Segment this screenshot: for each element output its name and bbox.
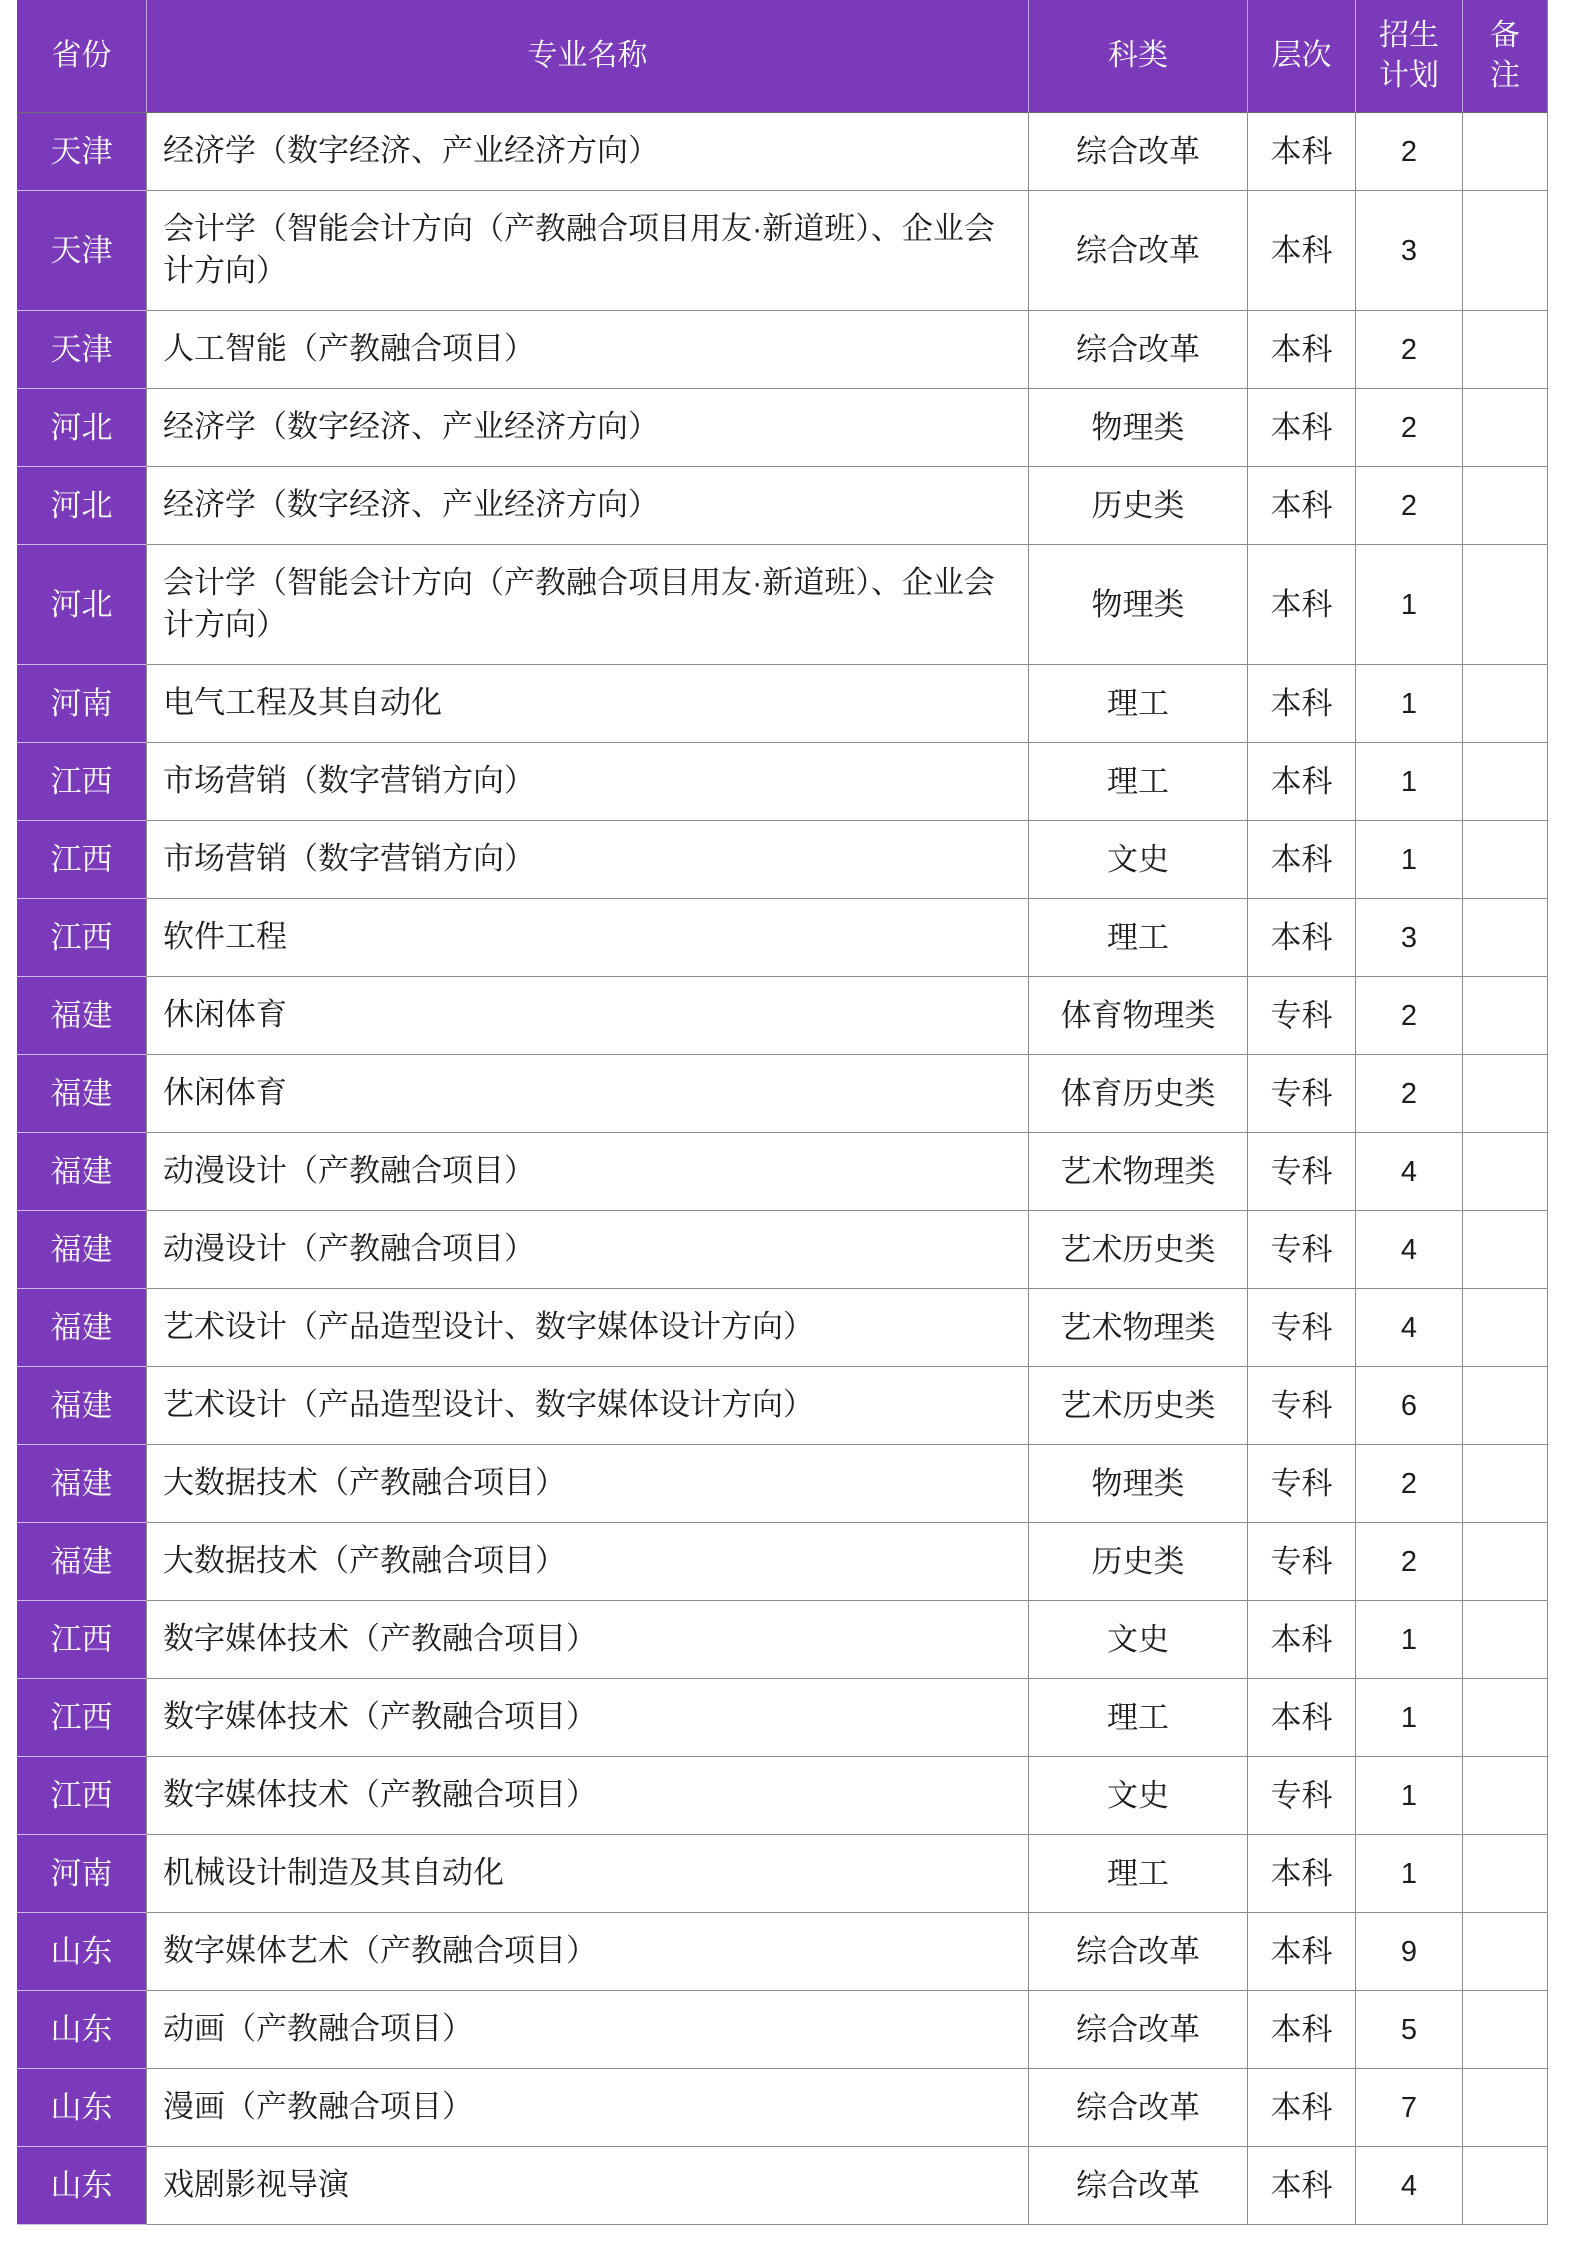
province-cell: 江西 xyxy=(17,743,147,821)
remark-cell xyxy=(1463,1991,1548,2069)
province-cell: 天津 xyxy=(17,311,147,389)
major-name-cell: 数字媒体技术（产教融合项目） xyxy=(147,1601,1029,1679)
remark-cell xyxy=(1463,743,1548,821)
remark-cell xyxy=(1463,2147,1548,2225)
table-row xyxy=(17,389,1548,467)
level-cell: 本科 xyxy=(1248,743,1356,821)
level-cell: 本科 xyxy=(1248,899,1356,977)
table-row xyxy=(17,1601,1548,1679)
major-name-cell: 市场营销（数字营销方向） xyxy=(147,743,1029,821)
category-cell: 综合改革 xyxy=(1029,311,1248,389)
plan-count-cell: 6 xyxy=(1356,1367,1463,1445)
province-cell: 福建 xyxy=(17,1523,147,1601)
major-name-cell: 动画（产教融合项目） xyxy=(147,1991,1029,2069)
category-cell: 综合改革 xyxy=(1029,2069,1248,2147)
category-cell: 物理类 xyxy=(1029,389,1248,467)
remark-cell xyxy=(1463,1211,1548,1289)
table-row xyxy=(17,899,1548,977)
plan-count-cell: 1 xyxy=(1356,821,1463,899)
remark-cell xyxy=(1463,1055,1548,1133)
plan-count-cell: 4 xyxy=(1356,1133,1463,1211)
level-cell: 本科 xyxy=(1248,665,1356,743)
plan-count-cell: 1 xyxy=(1356,1835,1463,1913)
major-name-cell: 数字媒体技术（产教融合项目） xyxy=(147,1679,1029,1757)
category-cell: 理工 xyxy=(1029,743,1248,821)
plan-count-cell: 3 xyxy=(1356,899,1463,977)
plan-count-cell: 9 xyxy=(1356,1913,1463,1991)
plan-count-cell: 4 xyxy=(1356,2147,1463,2225)
category-cell: 物理类 xyxy=(1029,1445,1248,1523)
category-cell: 文史 xyxy=(1029,1757,1248,1835)
category-cell: 历史类 xyxy=(1029,1523,1248,1601)
header-remark: 备 注 xyxy=(1463,0,1548,113)
province-cell: 天津 xyxy=(17,191,147,311)
major-name-cell: 动漫设计（产教融合项目） xyxy=(147,1211,1029,1289)
remark-cell xyxy=(1463,1757,1548,1835)
plan-count-cell: 2 xyxy=(1356,113,1463,191)
province-cell: 山东 xyxy=(17,1991,147,2069)
plan-count-cell: 1 xyxy=(1356,1679,1463,1757)
plan-count-cell: 7 xyxy=(1356,2069,1463,2147)
major-name-cell: 艺术设计（产品造型设计、数字媒体设计方向） xyxy=(147,1289,1029,1367)
major-name-cell: 数字媒体技术（产教融合项目） xyxy=(147,1757,1029,1835)
province-cell: 河北 xyxy=(17,545,147,665)
major-name-cell: 戏剧影视导演 xyxy=(147,2147,1029,2225)
header-category: 科类 xyxy=(1029,0,1248,113)
remark-cell xyxy=(1463,665,1548,743)
category-cell: 文史 xyxy=(1029,1601,1248,1679)
major-name-cell: 市场营销（数字营销方向） xyxy=(147,821,1029,899)
major-name-cell: 漫画（产教融合项目） xyxy=(147,2069,1029,2147)
plan-count-cell: 1 xyxy=(1356,743,1463,821)
plan-count-cell: 3 xyxy=(1356,191,1463,311)
major-name-cell: 休闲体育 xyxy=(147,1055,1029,1133)
plan-count-cell: 1 xyxy=(1356,1601,1463,1679)
level-cell: 本科 xyxy=(1248,389,1356,467)
level-cell: 专科 xyxy=(1248,1055,1356,1133)
category-cell: 理工 xyxy=(1029,665,1248,743)
remark-cell xyxy=(1463,113,1548,191)
plan-count-cell: 4 xyxy=(1356,1289,1463,1367)
level-cell: 本科 xyxy=(1248,1991,1356,2069)
table-row xyxy=(17,821,1548,899)
major-name-cell: 会计学（智能会计方向（产教融合项目用友·新道班）、企业会计方向） xyxy=(147,191,1029,311)
remark-cell xyxy=(1463,2069,1548,2147)
header-enrollment-plan: 招生 计划 xyxy=(1356,0,1463,113)
major-name-cell: 艺术设计（产品造型设计、数字媒体设计方向） xyxy=(147,1367,1029,1445)
table-row xyxy=(17,1523,1548,1601)
level-cell: 本科 xyxy=(1248,311,1356,389)
remark-cell xyxy=(1463,899,1548,977)
table-row xyxy=(17,1445,1548,1523)
plan-count-cell: 2 xyxy=(1356,389,1463,467)
table-header-row xyxy=(17,0,1548,113)
major-name-cell: 机械设计制造及其自动化 xyxy=(147,1835,1029,1913)
major-name-cell: 动漫设计（产教融合项目） xyxy=(147,1133,1029,1211)
category-cell: 体育物理类 xyxy=(1029,977,1248,1055)
plan-count-cell: 1 xyxy=(1356,1757,1463,1835)
plan-count-cell: 4 xyxy=(1356,1211,1463,1289)
table-row xyxy=(17,467,1548,545)
level-cell: 本科 xyxy=(1248,545,1356,665)
province-cell: 山东 xyxy=(17,2147,147,2225)
level-cell: 专科 xyxy=(1248,1445,1356,1523)
category-cell: 艺术历史类 xyxy=(1029,1367,1248,1445)
category-cell: 艺术物理类 xyxy=(1029,1289,1248,1367)
level-cell: 本科 xyxy=(1248,821,1356,899)
province-cell: 江西 xyxy=(17,821,147,899)
major-name-cell: 人工智能（产教融合项目） xyxy=(147,311,1029,389)
level-cell: 专科 xyxy=(1248,1211,1356,1289)
table-row xyxy=(17,977,1548,1055)
category-cell: 艺术物理类 xyxy=(1029,1133,1248,1211)
remark-cell xyxy=(1463,389,1548,467)
province-cell: 福建 xyxy=(17,1133,147,1211)
major-name-cell: 经济学（数字经济、产业经济方向） xyxy=(147,467,1029,545)
level-cell: 本科 xyxy=(1248,1835,1356,1913)
plan-count-cell: 1 xyxy=(1356,665,1463,743)
province-cell: 福建 xyxy=(17,1445,147,1523)
level-cell: 专科 xyxy=(1248,1133,1356,1211)
remark-cell xyxy=(1463,1445,1548,1523)
category-cell: 艺术历史类 xyxy=(1029,1211,1248,1289)
table-row xyxy=(17,1679,1548,1757)
plan-count-cell: 2 xyxy=(1356,1055,1463,1133)
level-cell: 专科 xyxy=(1248,1523,1356,1601)
remark-cell xyxy=(1463,821,1548,899)
remark-cell xyxy=(1463,311,1548,389)
plan-count-cell: 5 xyxy=(1356,1991,1463,2069)
major-name-cell: 会计学（智能会计方向（产教融合项目用友·新道班）、企业会计方向） xyxy=(147,545,1029,665)
category-cell: 物理类 xyxy=(1029,545,1248,665)
table-row xyxy=(17,311,1548,389)
remark-cell xyxy=(1463,1133,1548,1211)
province-cell: 河北 xyxy=(17,467,147,545)
category-cell: 综合改革 xyxy=(1029,1913,1248,1991)
plan-count-cell: 1 xyxy=(1356,545,1463,665)
province-cell: 山东 xyxy=(17,1913,147,1991)
major-name-cell: 休闲体育 xyxy=(147,977,1029,1055)
province-cell: 江西 xyxy=(17,1679,147,1757)
plan-count-cell: 2 xyxy=(1356,1523,1463,1601)
table-row xyxy=(17,2069,1548,2147)
table-row xyxy=(17,1757,1548,1835)
level-cell: 专科 xyxy=(1248,977,1356,1055)
remark-cell xyxy=(1463,1913,1548,1991)
category-cell: 历史类 xyxy=(1029,467,1248,545)
header-level: 层次 xyxy=(1248,0,1356,113)
plan-count-cell: 2 xyxy=(1356,977,1463,1055)
plan-count-cell: 2 xyxy=(1356,467,1463,545)
major-name-cell: 大数据技术（产教融合项目） xyxy=(147,1445,1029,1523)
table-body xyxy=(17,113,1548,2225)
level-cell: 本科 xyxy=(1248,1601,1356,1679)
category-cell: 理工 xyxy=(1029,1835,1248,1913)
category-cell: 综合改革 xyxy=(1029,113,1248,191)
remark-cell xyxy=(1463,545,1548,665)
level-cell: 专科 xyxy=(1248,1367,1356,1445)
category-cell: 理工 xyxy=(1029,1679,1248,1757)
major-name-cell: 经济学（数字经济、产业经济方向） xyxy=(147,113,1029,191)
province-cell: 江西 xyxy=(17,899,147,977)
province-cell: 天津 xyxy=(17,113,147,191)
category-cell: 综合改革 xyxy=(1029,191,1248,311)
major-name-cell: 大数据技术（产教融合项目） xyxy=(147,1523,1029,1601)
province-cell: 江西 xyxy=(17,1757,147,1835)
table-row xyxy=(17,665,1548,743)
table-row xyxy=(17,1835,1548,1913)
table-row xyxy=(17,1055,1548,1133)
level-cell: 本科 xyxy=(1248,191,1356,311)
remark-cell xyxy=(1463,1367,1548,1445)
province-cell: 福建 xyxy=(17,1211,147,1289)
table-row xyxy=(17,1211,1548,1289)
level-cell: 本科 xyxy=(1248,1913,1356,1991)
category-cell: 综合改革 xyxy=(1029,2147,1248,2225)
major-name-cell: 电气工程及其自动化 xyxy=(147,665,1029,743)
province-cell: 福建 xyxy=(17,1367,147,1445)
level-cell: 本科 xyxy=(1248,1679,1356,1757)
level-cell: 专科 xyxy=(1248,1757,1356,1835)
category-cell: 理工 xyxy=(1029,899,1248,977)
table-row xyxy=(17,1991,1548,2069)
table-row xyxy=(17,1913,1548,1991)
province-cell: 山东 xyxy=(17,2069,147,2147)
header-major-name: 专业名称 xyxy=(147,0,1029,113)
table-row xyxy=(17,1133,1548,1211)
table-row xyxy=(17,743,1548,821)
province-cell: 福建 xyxy=(17,977,147,1055)
category-cell: 综合改革 xyxy=(1029,1991,1248,2069)
enrollment-plan-table xyxy=(17,0,1548,2225)
remark-cell xyxy=(1463,191,1548,311)
table-row xyxy=(17,113,1548,191)
remark-cell xyxy=(1463,977,1548,1055)
table-row xyxy=(17,2147,1548,2225)
province-cell: 河南 xyxy=(17,1835,147,1913)
category-cell: 体育历史类 xyxy=(1029,1055,1248,1133)
province-cell: 河北 xyxy=(17,389,147,467)
table-row xyxy=(17,545,1548,665)
table-row xyxy=(17,1289,1548,1367)
plan-count-cell: 2 xyxy=(1356,1445,1463,1523)
remark-cell xyxy=(1463,1523,1548,1601)
province-cell: 福建 xyxy=(17,1055,147,1133)
category-cell: 文史 xyxy=(1029,821,1248,899)
remark-cell xyxy=(1463,1835,1548,1913)
major-name-cell: 数字媒体艺术（产教融合项目） xyxy=(147,1913,1029,1991)
table-row xyxy=(17,191,1548,311)
level-cell: 本科 xyxy=(1248,467,1356,545)
remark-cell xyxy=(1463,1601,1548,1679)
plan-count-cell: 2 xyxy=(1356,311,1463,389)
remark-cell xyxy=(1463,1679,1548,1757)
major-name-cell: 软件工程 xyxy=(147,899,1029,977)
level-cell: 本科 xyxy=(1248,113,1356,191)
remark-cell xyxy=(1463,467,1548,545)
level-cell: 本科 xyxy=(1248,2147,1356,2225)
table-row xyxy=(17,1367,1548,1445)
level-cell: 专科 xyxy=(1248,1289,1356,1367)
remark-cell xyxy=(1463,1289,1548,1367)
level-cell: 本科 xyxy=(1248,2069,1356,2147)
province-cell: 福建 xyxy=(17,1289,147,1367)
province-cell: 河南 xyxy=(17,665,147,743)
major-name-cell: 经济学（数字经济、产业经济方向） xyxy=(147,389,1029,467)
province-cell: 江西 xyxy=(17,1601,147,1679)
header-province: 省份 xyxy=(17,0,147,113)
